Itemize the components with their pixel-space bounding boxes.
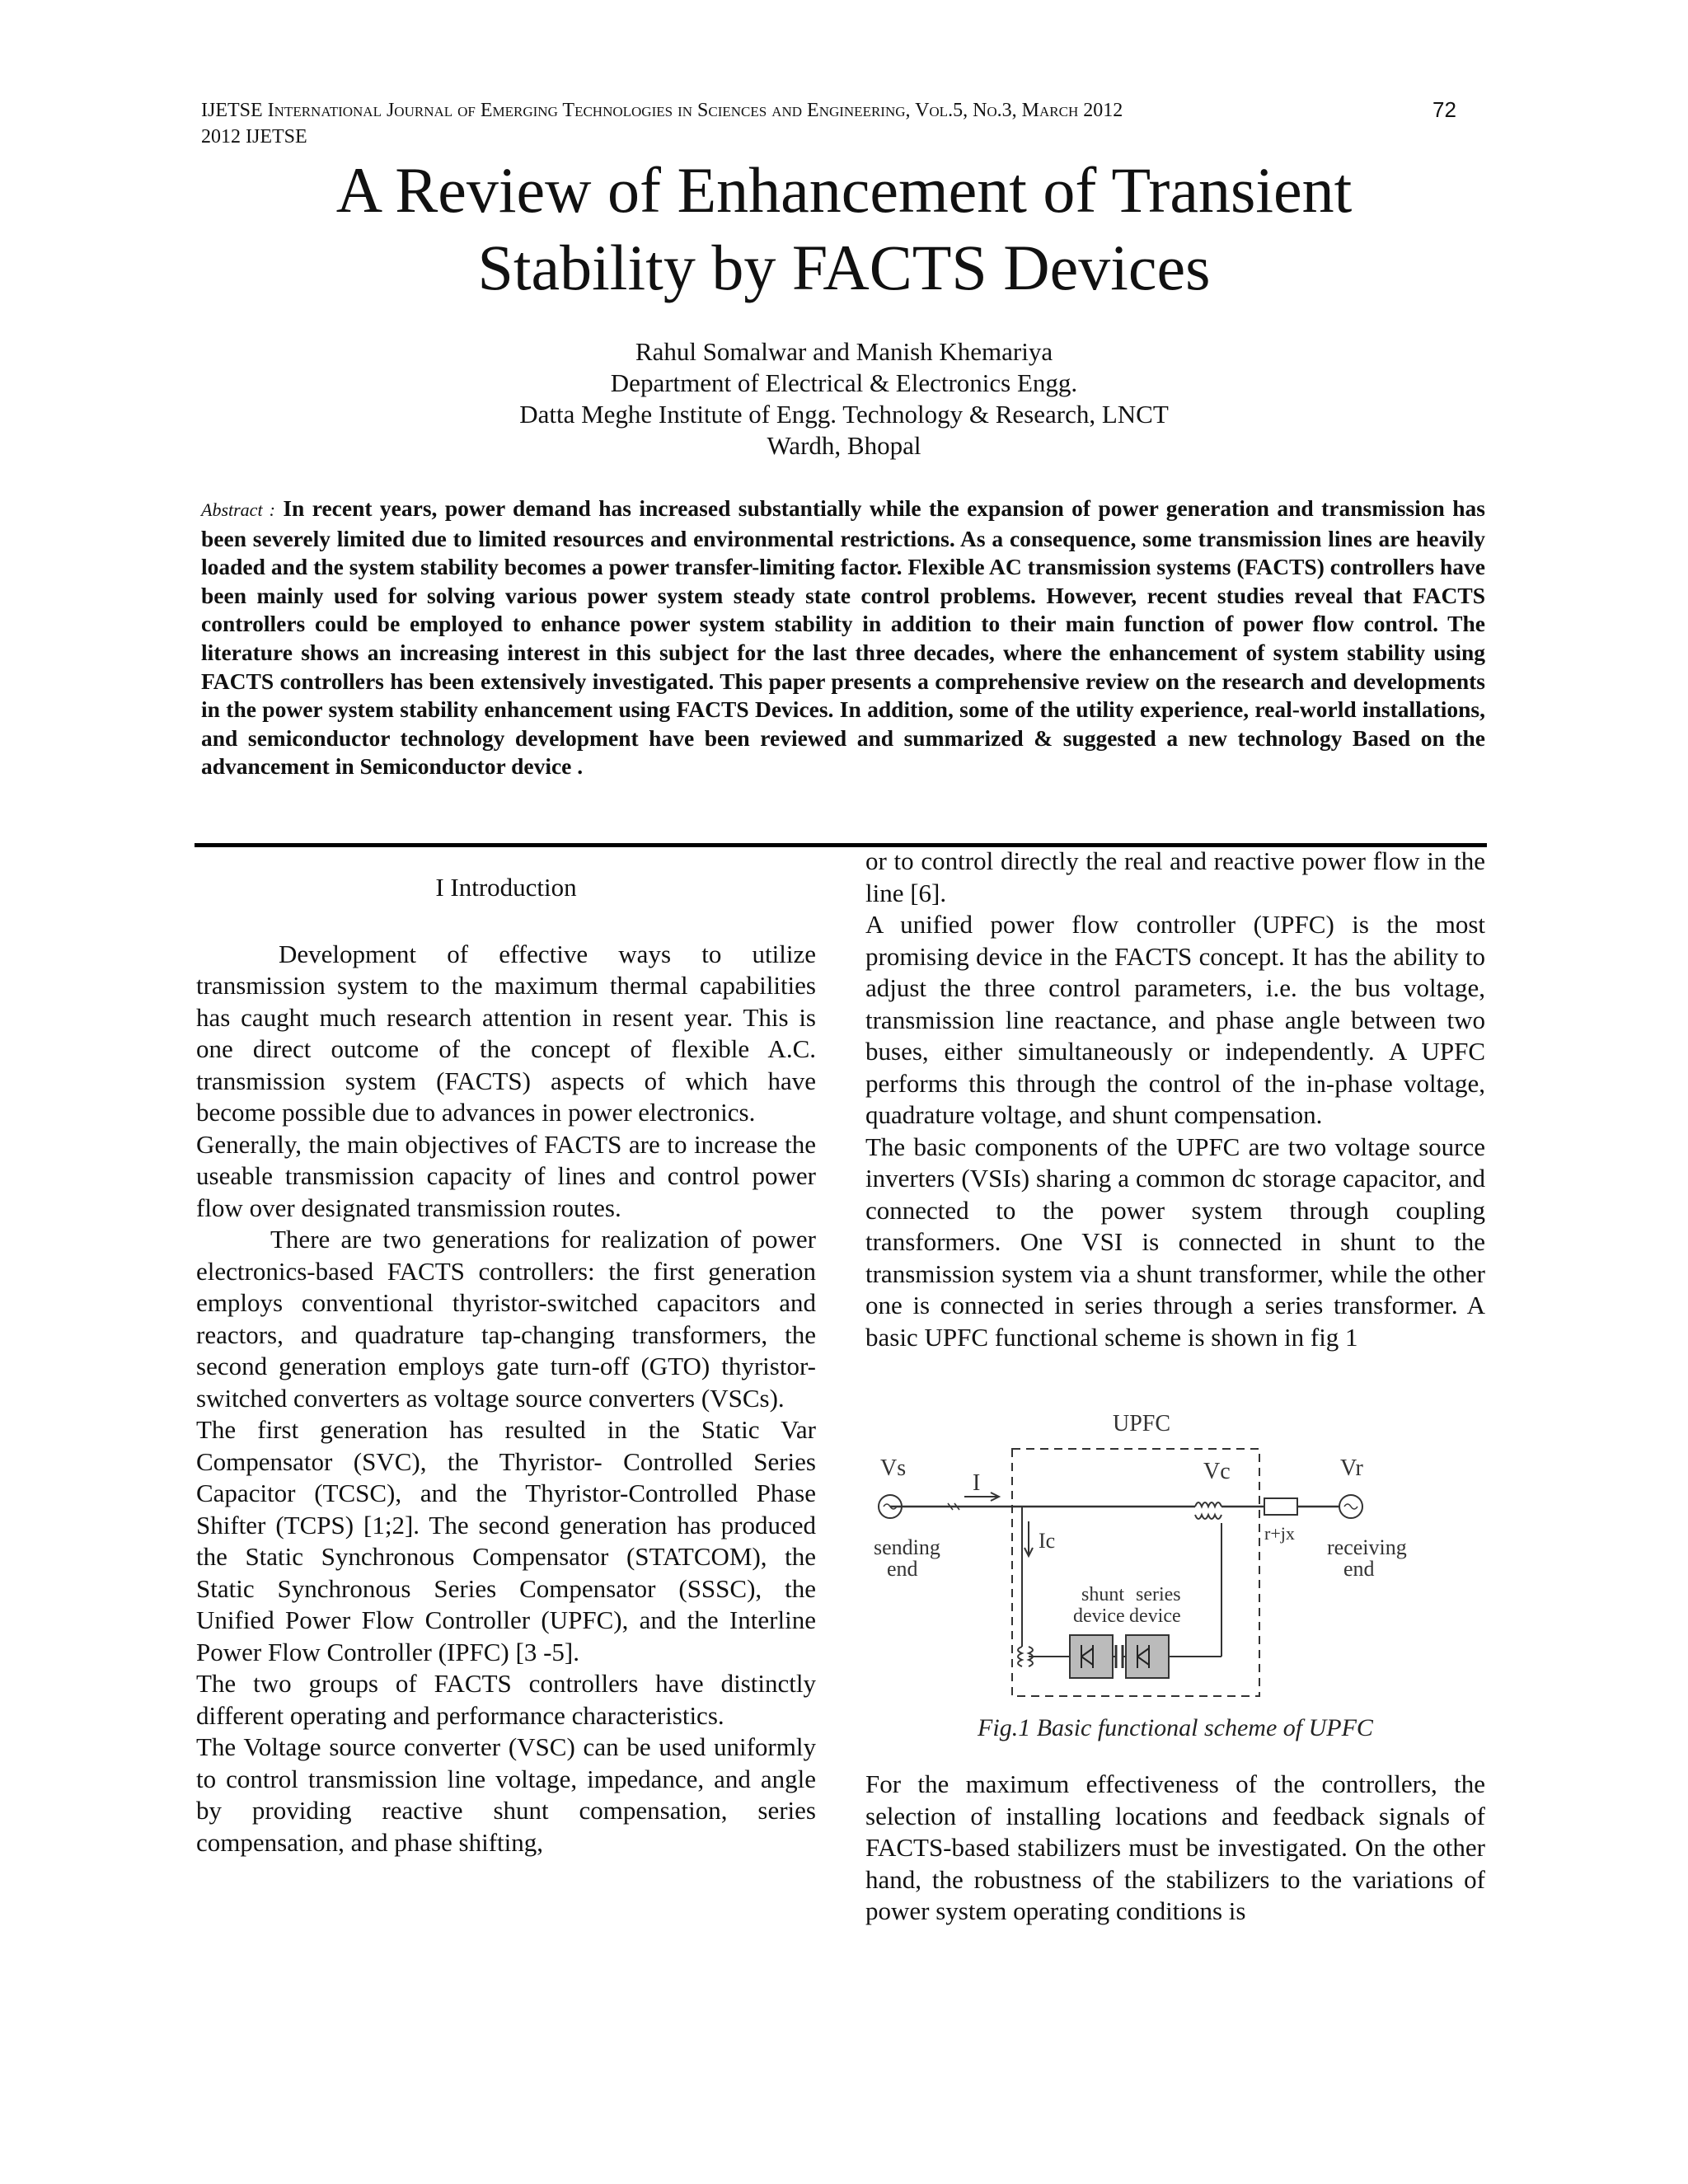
paragraph: For the maximum effectiveness of the controllers, the selection of installing locations and feedback signals of FACTS-based stabilizers must be investigated. On the other hand, the robustness of the stabilizers to the variations of power system operating conditions is [865,1769,1485,1925]
journal-line: IJETSE International Journal of Emerging Technologies in Sciences and Engineering, Vol.5, No.3, March 2012 [201,100,1123,121]
author-department: Department of Electrical & Electronics Engg. [610,368,1078,397]
label-sending-end: end [887,1557,918,1581]
abstract-label: Abstract : [201,499,275,520]
left-column [196,867,816,1858]
series-transformer-secondary [1195,1515,1221,1519]
label-receiving: receiving [1327,1535,1407,1559]
right-column [865,846,1485,1928]
paragraph: Generally, the main objectives of FACTS are to increase the useable transmission capacity of lines and control power flow over designated transmission routes. [196,1129,816,1222]
shunt-transformer-icon [1018,1647,1022,1666]
label-receiving-end: end [1343,1557,1375,1581]
upfc-figure [865,1383,1485,1754]
paragraph: The basic components of the UPFC are two voltage source inverters (VSIs) sharing a common dc storage capacitor, and connected to the power system through coupling transformers. One VSI is connected in shunt to the transmission system via a shunt transformer, while the other one is connected in series through a series transformer. A basic UPFC functional scheme is shown in fig 1 [865,1132,1485,1352]
label-ic: Ic [1039,1529,1056,1553]
upfc-diagram [865,1383,1485,1713]
author-block [201,336,1487,462]
author-institutes: Datta Meghe Institute of Engg. Technology & Research, LNCT [519,400,1169,429]
shunt-device-icon [1070,1635,1113,1678]
title-line-2: Stability by FACTS Devices [477,232,1211,303]
paragraph: Development of effective ways to utilize transmission system to the maximum thermal capabilities has caught much research attention in resent year. This is one direct outcome of the concept of flexible A.C. transmission system (FACTS) aspects of which have become possible due to advances in power electronics. [196,939,816,1127]
paragraph: The first generation has resulted in the Static Var Compensator (SVC), the Thyristor- Controlled Series Capacitor (TCSC), and the Thyristor-Controlled Phase Shifter (TCPS) [1;2]. The second generation has produced the Static Synchronous Compensator (STATCOM), the Static Synchronous Series Compensator (SSSC), the Unified Power Flow Controller (UPFC), and the Interline Power Flow Controller (IPFC) [3 -5]. [196,1415,816,1666]
page-number: 72 [1432,97,1456,122]
abstract [201,494,1485,781]
label-vs: Vs [880,1455,907,1481]
series-device-icon [1126,1635,1169,1678]
label-upfc: UPFC [1113,1411,1171,1436]
label-i: I [973,1470,981,1496]
copyright-line: 2012 IJETSE [201,126,307,148]
label-shunt-device: device [1073,1605,1125,1627]
label-series: series [1136,1584,1181,1605]
label-shunt: shunt [1081,1584,1125,1605]
series-transformer-primary [1195,1502,1221,1507]
label-series-device: device [1129,1605,1181,1627]
author-locations: Wardh, Bhopal [767,431,921,460]
label-vc: Vc [1203,1459,1231,1484]
running-header [201,97,1462,150]
paragraph: or to control directly the real and reactive power flow in the line [6]. [865,846,1485,907]
paragraph: There are two generations for realization of power electronics-based FACTS controllers: the first generation employs conventional thyristor-switched capacitors and reactors, and quadrature tap-changing transformers, the second generation employs gate turn-off (GTO) thyristor-switched converters as voltage source converters (VSCs). [196,1225,816,1413]
paragraph: The two groups of FACTS controllers have distinctly different operating and performance characteristics. [196,1669,816,1730]
paragraph: A unified power flow controller (UPFC) is the most promising device in the FACTS concept. It has the ability to adjust the three control parameters, i.e. the bus voltage, transmission line reactance, and phase angle between two buses, either simultaneously or independently. A UPFC performs this through the control of the in-phase voltage, quadrature voltage, and shunt compensation. [865,910,1485,1129]
label-impedance: r+jx [1264,1523,1295,1544]
label-vr: Vr [1340,1455,1363,1481]
line-impedance-icon [1264,1498,1297,1515]
section-heading: I Introduction [435,873,577,902]
paper-title [201,152,1487,307]
paragraph: The Voltage source converter (VSC) can be used uniformly to control transmission line voltage, impedance, and angle by providing reactive shunt compensation, series compensation, and phase shifting, [196,1732,816,1857]
label-sending: sending [874,1535,940,1559]
title-line-1: A Review of Enhancement of Transient [335,154,1353,226]
figure-caption: Fig.1 Basic functional scheme of UPFC [978,1714,1373,1741]
source-wave-right [1344,1504,1357,1509]
author-names: Rahul Somalwar and Manish Khemariya [635,337,1053,366]
abstract-text: In recent years, power demand has increased substantially while the expansion of power generation and transmission has been severely limited due to limited resources and environmental restrictions. As a consequence, some transmission lines are heavily loaded and the system stability becomes a power transfer-limiting factor. Flexible AC transmission systems (FACTS) controllers have been mainly used for solving various power system steady state control problems. However, recent studies reveal that FACTS controllers could be employed to enhance power system stability in addition to their main function of power flow control. The literature shows an increasing interest in this subject for the last three decades, where the enhancement of system stability using FACTS controllers has been extensively investigated. This paper presents a comprehensive review on the research and developments in the power system stability enhancement using FACTS Devices. In addition, some of the utility experience, real-world installations, and semiconductor technology development have been reviewed and summarized & suggested a new technology Based on the advancement in Semiconductor device . [201,495,1486,780]
